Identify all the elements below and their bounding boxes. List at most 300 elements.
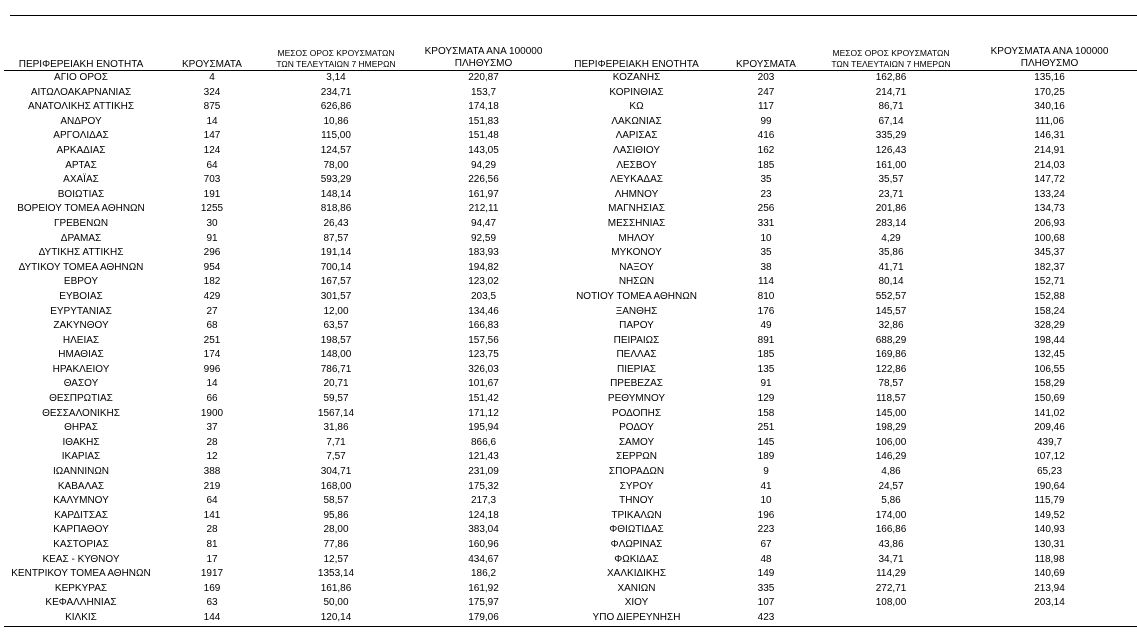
left-avg-cell: 304,71 (320, 466, 352, 478)
table-row (4, 421, 1137, 436)
right-per100k-cell: 147,72 (1034, 174, 1065, 186)
table-row (4, 465, 1137, 480)
left-per100k-cell: 161,92 (468, 582, 499, 594)
right-cases-cell: 114 (758, 276, 774, 288)
left-per100k-cell: 151,83 (468, 115, 499, 127)
left-cases-cell: 1255 (200, 203, 224, 215)
right-avg-cell: 108,00 (875, 597, 907, 609)
right-cases-cell: 10 (760, 495, 772, 507)
header-cases-left: ΚΡΟΥΣΜΑΤΑ (158, 44, 266, 71)
left-region-cell: ΒΟΙΩΤΙΑΣ (57, 188, 105, 200)
right-per100k-cell: 340,16 (1034, 101, 1065, 113)
right-cases-cell: 891 (757, 334, 775, 346)
right-cases-cell: 185 (757, 349, 775, 361)
left-region-cell: ΕΒΡΟΥ (63, 276, 99, 288)
right-region-cell: ΝΟΤΙΟΥ ΤΟΜΕΑ ΑΘΗΝΩΝ (576, 290, 697, 302)
left-avg-cell: 28,00 (323, 524, 349, 536)
table-row (4, 129, 1137, 144)
left-per100k-cell: 194,82 (468, 261, 499, 273)
right-avg-cell: 106,00 (875, 436, 907, 448)
right-region-cell: ΠΕΙΡΑΙΩΣ (613, 334, 660, 346)
right-cases-cell: 129 (757, 393, 775, 405)
left-region-cell: ΚΕΡΚΥΡΑΣ (54, 582, 108, 594)
table-row (4, 348, 1137, 363)
left-region-cell: ΙΩΑΝΝΙΝΩΝ (52, 466, 110, 478)
table-row (4, 450, 1137, 465)
left-avg-cell: 31,86 (323, 422, 349, 434)
left-per100k-cell: 166,83 (468, 320, 499, 332)
left-region-cell: ΙΘΑΚΗΣ (62, 436, 100, 448)
right-cases-cell: 135 (757, 363, 775, 375)
left-per100k-cell: 203,5 (470, 290, 497, 302)
left-cases-cell: 64 (206, 495, 218, 507)
left-avg-cell: 1567,14 (317, 407, 355, 419)
table-row (4, 173, 1137, 188)
right-avg-cell: 41,71 (878, 261, 904, 273)
left-avg-cell: 59,57 (323, 393, 349, 405)
right-region-cell: ΣΑΜΟΥ (618, 436, 655, 448)
right-region-cell: ΡΟΔΟΥ (619, 422, 654, 434)
right-per100k-cell: 190,64 (1034, 480, 1065, 492)
right-per100k-cell: 111,06 (1034, 115, 1065, 127)
left-per100k-cell: 92,59 (470, 232, 497, 244)
left-cases-cell: 63 (206, 597, 218, 609)
right-region-cell: ΠΡΕΒΕΖΑΣ (610, 378, 663, 390)
left-avg-cell: 7,71 (326, 436, 346, 448)
left-region-cell: ΑΝΔΡΟΥ (60, 115, 102, 127)
left-region-cell: ΚΑΡΠΑΘΟΥ (53, 524, 109, 536)
right-cases-cell: 256 (757, 203, 775, 215)
left-avg-cell: 120,14 (266, 611, 406, 626)
right-region-cell: ΛΗΜΝΟΥ (614, 188, 659, 200)
left-avg-cell: 124,57 (320, 144, 352, 156)
right-per100k-cell: 158,29 (1034, 378, 1065, 390)
right-per100k-cell: 141,02 (1034, 407, 1065, 419)
table-row (4, 509, 1137, 524)
left-per100k-cell: 134,46 (468, 305, 499, 317)
right-avg-cell: 35,57 (878, 174, 904, 186)
left-per100k-cell: 434,67 (468, 553, 499, 565)
left-avg-cell: 148,14 (320, 188, 352, 200)
left-avg-cell: 20,71 (323, 378, 349, 390)
right-avg-cell: 201,86 (875, 203, 907, 215)
right-per100k-cell: 118,98 (1034, 553, 1065, 565)
left-region-cell: ΚΕΝΤΡΙΚΟΥ ΤΟΜΕΑ ΑΘΗΝΩΝ (11, 568, 151, 580)
left-region-cell: ΖΑΚΥΝΘΟΥ (53, 320, 109, 332)
right-avg-cell: 114,29 (876, 568, 906, 580)
left-avg-cell: 161,86 (320, 582, 352, 594)
right-avg-cell: 169,86 (875, 349, 907, 361)
left-per100k-cell: 174,18 (468, 101, 499, 113)
left-region-cell: ΗΡΑΚΛΕΙΟΥ (52, 363, 110, 375)
left-avg-cell: 818,86 (320, 203, 352, 215)
left-region-cell: ΘΗΡΑΣ (64, 422, 98, 434)
table-row (4, 305, 1137, 320)
left-region-cell: ΚΑΡΔΙΤΣΑΣ (54, 509, 108, 521)
table-row (4, 319, 1137, 334)
table-row (4, 100, 1137, 115)
right-avg-cell: 4,86 (881, 466, 901, 478)
left-region-cell: ΑΡΚΑΔΙΑΣ (56, 144, 106, 156)
header-per100k-right: ΚΡΟΥΣΜΑΤΑ ΑΝΑ 100000 ΠΛΗΘΥΣΜΟ (962, 44, 1137, 71)
left-avg-cell: 626,86 (320, 101, 352, 113)
left-avg-cell: 1353,14 (317, 568, 355, 580)
left-per100k-cell: 123,02 (468, 276, 499, 288)
right-region-cell: ΜΕΣΣΗΝΙΑΣ (607, 217, 666, 229)
left-cases-cell: 81 (206, 539, 218, 550)
left-avg-cell: 593,29 (320, 174, 352, 186)
left-region-cell: ΓΡΕΒΕΝΩΝ (53, 217, 109, 229)
right-cases-cell: 223 (757, 524, 775, 536)
left-per100k-cell: 220,87 (468, 72, 499, 83)
right-region-cell: ΧΑΛΚΙΔΙΚΗΣ (607, 568, 666, 580)
right-per100k-cell: 140,69 (1034, 568, 1065, 580)
left-region-cell: ΚΙΛΚΙΣ (4, 611, 158, 626)
right-cases-cell: 117 (758, 101, 774, 113)
right-cases-cell: 810 (757, 290, 775, 302)
table-row (4, 217, 1137, 232)
right-cases-cell: 185 (757, 159, 775, 171)
header-region-left: ΠΕΡΙΦΕΡΕΙΑΚΗ ΕΝΟΤΗΤΑ (4, 44, 158, 71)
right-cases-cell: 335 (757, 582, 775, 594)
right-region-cell: ΚΟΖΑΝΗΣ (612, 72, 661, 83)
left-cases-cell: 703 (203, 174, 221, 186)
left-cases-cell: 4 (209, 72, 215, 83)
right-region-cell: ΤΗΝΟΥ (619, 495, 654, 507)
right-region-cell: ΦΘΙΩΤΙΔΑΣ (609, 524, 664, 536)
left-cases-cell: 1900 (200, 407, 224, 419)
left-per100k-cell: 153,7 (470, 86, 497, 98)
right-cases-cell: 35 (760, 174, 772, 186)
right-cases-cell: 91 (760, 378, 772, 390)
right-cases-cell: 247 (757, 86, 775, 98)
table-row (4, 480, 1137, 495)
left-cases-cell: 14 (206, 115, 218, 127)
left-avg-cell: 63,57 (323, 320, 349, 332)
left-region-cell: ΗΜΑΘΙΑΣ (58, 349, 104, 361)
header-avg-right: ΜΕΣΟΣ ΟΡΟΣ ΚΡΟΥΣΜΑΤΩΝ ΤΩΝ ΤΕΛΕΥΤΑΙΩΝ 7 ΗΜΕΡΩΝ (820, 44, 962, 71)
right-avg-cell: 145,57 (875, 305, 907, 317)
right-avg-cell: 80,14 (878, 276, 904, 288)
left-cases-cell: 182 (203, 276, 221, 288)
right-avg-cell: 86,71 (878, 101, 904, 113)
header-cases-right: ΚΡΟΥΣΜΑΤΑ (712, 44, 820, 71)
table-row (4, 494, 1137, 509)
table-row (4, 275, 1137, 290)
table-row (4, 407, 1137, 422)
table-row (4, 261, 1137, 276)
table-row (4, 290, 1137, 305)
left-per100k-cell: 151,48 (468, 130, 499, 142)
left-region-cell: ΑΡΓΟΛΙΔΑΣ (53, 130, 109, 142)
right-cases-cell: 107 (757, 597, 775, 609)
right-cases-cell: 251 (757, 422, 775, 434)
left-region-cell: ΔΡΑΜΑΣ (60, 232, 102, 244)
right-region-cell: ΚΟΡΙΝΘΙΑΣ (609, 86, 664, 98)
table-row (4, 188, 1137, 203)
left-per100k-cell: 143,05 (468, 144, 499, 156)
left-cases-cell: 14 (206, 378, 218, 390)
right-cases-cell: 41 (760, 480, 772, 492)
left-region-cell: ΒΟΡΕΙΟΥ ΤΟΜΕΑ ΑΘΗΝΩΝ (17, 203, 145, 215)
left-cases-cell: 169 (203, 582, 221, 594)
right-region-cell: ΣΥΡΟΥ (619, 480, 654, 492)
right-region-cell: ΛΑΣΙΘΙΟΥ (613, 144, 660, 156)
left-cases-cell: 37 (206, 422, 218, 434)
left-avg-cell: 87,57 (323, 232, 349, 244)
left-per100k-cell: 195,94 (468, 422, 499, 434)
left-per100k-cell: 121,43 (468, 451, 499, 463)
left-cases-cell: 68 (206, 320, 218, 332)
left-cases-cell: 147 (203, 130, 221, 142)
cases-table (4, 44, 1137, 627)
right-region-cell: ΧΙΟΥ (624, 597, 649, 609)
right-region-cell: ΝΗΣΩΝ (618, 276, 655, 288)
table-row (4, 86, 1137, 101)
table-row (4, 144, 1137, 159)
right-per100k-cell: 439,7 (1036, 436, 1063, 448)
left-cases-cell: 1917 (200, 568, 224, 580)
right-avg-cell: 161,00 (875, 159, 907, 171)
right-per100k-cell: 158,24 (1034, 305, 1065, 317)
right-per100k-cell: 206,93 (1034, 217, 1065, 229)
right-avg-cell: 122,86 (875, 363, 907, 375)
right-avg-cell: 198,29 (875, 422, 907, 434)
right-cases-cell: 145 (757, 436, 775, 448)
left-region-cell: ΚΑΣΤΟΡΙΑΣ (53, 539, 109, 550)
right-avg-cell: 67,14 (878, 115, 904, 127)
table-row (4, 377, 1137, 392)
right-per100k-cell: 328,29 (1034, 320, 1065, 332)
right-per100k-cell (962, 611, 1137, 626)
right-avg-cell: 34,71 (878, 553, 904, 565)
right-cases-cell: 149 (757, 568, 775, 580)
right-avg-cell: 118,57 (876, 393, 906, 405)
header-avg-left: ΜΕΣΟΣ ΟΡΟΣ ΚΡΟΥΣΜΑΤΩΝ ΤΩΝ ΤΕΛΕΥΤΑΙΩΝ 7 ΗΜΕΡΩΝ (266, 44, 406, 71)
right-per100k-cell: 132,45 (1034, 349, 1065, 361)
right-avg-cell: 162,86 (875, 72, 907, 83)
left-cases-cell: 174 (203, 349, 221, 361)
header-per100k-left: ΚΡΟΥΣΜΑΤΑ ΑΝΑ 100000 ΠΛΗΘΥΣΜΟ (406, 44, 561, 71)
right-avg-cell: 35,86 (878, 247, 904, 259)
left-cases-cell: 141 (203, 509, 221, 521)
right-cases-cell: 23 (760, 188, 772, 200)
left-per100k-cell: 157,56 (468, 334, 499, 346)
left-per100k-cell: 94,47 (470, 217, 497, 229)
right-avg-cell: 32,86 (878, 320, 904, 332)
right-region-cell: ΠΕΛΛΑΣ (616, 349, 657, 361)
left-avg-cell: 78,00 (323, 159, 349, 171)
left-region-cell: ΕΥΡΥΤΑΝΙΑΣ (50, 305, 112, 317)
right-region-cell: ΠΑΡΟΥ (619, 320, 654, 332)
left-per100k-cell: 94,29 (470, 159, 497, 171)
left-avg-cell: 10,86 (323, 115, 349, 127)
left-per100k-cell: 212,11 (468, 203, 499, 215)
left-region-cell: ΑΙΤΩΛΟΑΚΑΡΝΑΝΙΑΣ (30, 86, 132, 98)
top-rule (10, 15, 1137, 16)
right-region-cell: ΛΕΣΒΟΥ (616, 159, 657, 171)
table-row (4, 611, 1137, 626)
left-cases-cell: 251 (203, 334, 221, 346)
right-cases-cell: 49 (760, 320, 772, 332)
left-cases-cell: 429 (203, 290, 221, 302)
right-per100k-cell: 140,93 (1034, 524, 1065, 536)
left-avg-cell: 115,00 (321, 130, 351, 142)
left-avg-cell: 786,71 (320, 363, 352, 375)
right-avg-cell: 145,00 (875, 407, 907, 419)
left-cases-cell: 124 (203, 144, 221, 156)
right-region-cell: ΣΕΡΡΩΝ (616, 451, 657, 463)
left-per100k-cell: 326,03 (468, 363, 499, 375)
right-region-cell: ΡΕΘΥΜΝΟΥ (607, 393, 666, 405)
left-cases-cell: 388 (203, 466, 221, 478)
table-row (4, 202, 1137, 217)
left-per100k-cell: 175,32 (468, 480, 499, 492)
right-per100k-cell: 182,37 (1034, 261, 1065, 273)
table-row (4, 363, 1137, 378)
left-avg-cell: 234,71 (320, 86, 352, 98)
left-region-cell: ΔΥΤΙΚΟΥ ΤΟΜΕΑ ΑΘΗΝΩΝ (18, 261, 144, 273)
right-per100k-cell: 149,52 (1034, 509, 1065, 521)
left-cases-cell: 954 (203, 261, 221, 273)
right-per100k-cell: 107,12 (1034, 451, 1065, 463)
right-avg-cell: 688,29 (875, 334, 907, 346)
left-per100k-cell: 171,12 (468, 407, 499, 419)
right-cases-cell: 10 (760, 232, 772, 244)
right-avg-cell: 272,71 (875, 582, 907, 594)
right-per100k-cell: 130,31 (1034, 539, 1065, 550)
header-region-right: ΠΕΡΙΦΕΡΕΙΑΚΗ ΕΝΟΤΗΤΑ (561, 44, 712, 71)
left-cases-cell: 17 (206, 553, 218, 565)
header-row (4, 44, 1137, 71)
right-cases-cell: 48 (760, 553, 772, 565)
left-avg-cell: 198,57 (320, 334, 352, 346)
right-per100k-cell: 345,37 (1034, 247, 1065, 259)
left-cases-cell: 12 (206, 451, 218, 463)
right-avg-cell: 24,57 (878, 480, 904, 492)
left-avg-cell: 12,00 (323, 305, 349, 317)
left-per100k-cell: 183,93 (468, 247, 499, 259)
right-region-cell: ΜΗΛΟΥ (618, 232, 655, 244)
left-avg-cell: 3,14 (326, 72, 346, 83)
left-per100k-cell: 231,09 (468, 466, 499, 478)
right-per100k-cell: 214,91 (1034, 144, 1065, 156)
left-cases-cell: 296 (203, 247, 221, 259)
left-per100k-cell: 866,6 (470, 436, 497, 448)
left-avg-cell: 12,57 (323, 553, 349, 565)
right-region-cell: ΞΑΝΘΗΣ (615, 305, 658, 317)
left-region-cell: ΑΡΤΑΣ (65, 159, 97, 171)
left-cases-cell: 28 (206, 524, 218, 536)
table-row (4, 582, 1137, 597)
left-cases-cell: 66 (206, 393, 218, 405)
left-cases-cell: 144 (158, 611, 266, 626)
left-region-cell: ΑΝΑΤΟΛΙΚΗΣ ΑΤΤΙΚΗΣ (27, 101, 135, 113)
table-row (4, 159, 1137, 174)
right-per100k-cell: 213,94 (1034, 582, 1065, 594)
left-avg-cell: 26,43 (323, 217, 349, 229)
left-avg-cell: 58,57 (323, 495, 349, 507)
left-per100k-cell: 123,75 (468, 349, 499, 361)
left-region-cell: ΘΑΣΟΥ (63, 378, 99, 390)
right-avg-cell: 174,00 (875, 509, 907, 521)
left-avg-cell: 148,00 (320, 349, 352, 361)
left-avg-cell: 77,86 (323, 539, 349, 550)
left-avg-cell: 167,57 (320, 276, 352, 288)
table-row (4, 334, 1137, 349)
left-region-cell: ΚΑΛΥΜΝΟΥ (53, 495, 109, 507)
left-region-cell: ΔΥΤΙΚΗΣ ΑΤΤΙΚΗΣ (38, 247, 124, 259)
right-region-cell: ΠΙΕΡΙΑΣ (617, 363, 656, 375)
table-row (4, 392, 1137, 407)
left-per100k-cell: 101,67 (468, 378, 499, 390)
right-avg-cell: 23,71 (878, 188, 904, 200)
right-avg-cell: 214,71 (875, 86, 907, 98)
left-avg-cell: 95,86 (323, 509, 349, 521)
right-cases-cell: 67 (760, 539, 772, 550)
right-avg-cell: 126,43 (875, 144, 907, 156)
left-region-cell: ΚΑΒΑΛΑΣ (57, 480, 105, 492)
right-avg-cell: 166,86 (875, 524, 907, 536)
right-per100k-cell: 115,79 (1034, 495, 1065, 507)
right-per100k-cell: 152,88 (1034, 290, 1065, 302)
table-row (4, 523, 1137, 538)
right-per100k-cell: 106,55 (1034, 363, 1065, 375)
left-per100k-cell: 226,56 (468, 174, 499, 186)
left-cases-cell: 30 (206, 217, 218, 229)
left-cases-cell: 91 (206, 232, 218, 244)
right-avg-cell (820, 611, 962, 626)
left-avg-cell: 168,00 (320, 480, 352, 492)
right-region-cell: ΝΑΞΟΥ (619, 261, 654, 273)
right-avg-cell: 283,14 (875, 217, 907, 229)
right-avg-cell: 5,86 (881, 495, 901, 507)
left-per100k-cell: 383,04 (468, 524, 499, 536)
right-cases-cell: 331 (757, 217, 775, 229)
right-per100k-cell: 214,03 (1034, 159, 1065, 171)
right-cases-cell: 35 (760, 247, 772, 259)
left-cases-cell: 28 (206, 436, 218, 448)
left-region-cell: ΙΚΑΡΙΑΣ (61, 451, 101, 463)
left-region-cell: ΕΥΒΟΙΑΣ (59, 290, 103, 302)
table-row (4, 596, 1137, 611)
right-region-cell: ΣΠΟΡΑΔΩΝ (608, 466, 665, 478)
right-region-cell: ΚΩ (629, 101, 644, 113)
table-row (4, 538, 1137, 553)
right-cases-cell: 189 (757, 451, 775, 463)
table-row (4, 567, 1137, 582)
right-region-cell: ΤΡΙΚΑΛΩΝ (611, 509, 662, 521)
left-per100k-cell: 151,42 (468, 393, 499, 405)
left-cases-cell: 219 (203, 480, 221, 492)
right-per100k-cell: 150,69 (1034, 393, 1065, 405)
right-per100k-cell: 152,71 (1034, 276, 1065, 288)
table-row (4, 232, 1137, 247)
left-cases-cell: 27 (206, 305, 218, 317)
right-avg-cell: 43,86 (878, 539, 904, 550)
right-avg-cell: 335,29 (875, 130, 907, 142)
right-region-cell: ΜΑΓΝΗΣΙΑΣ (608, 203, 665, 215)
right-per100k-cell: 209,46 (1034, 422, 1065, 434)
right-region-cell: ΛΕΥΚΑΔΑΣ (610, 174, 663, 186)
left-per100k-cell: 179,06 (406, 611, 561, 626)
right-region-cell: ΜΥΚΟΝΟΥ (611, 247, 662, 259)
left-per100k-cell: 160,96 (468, 539, 499, 550)
right-cases-cell: 162 (757, 144, 775, 156)
right-avg-cell: 552,57 (875, 290, 907, 302)
table-row (4, 71, 1137, 86)
left-per100k-cell: 124,18 (468, 509, 499, 521)
